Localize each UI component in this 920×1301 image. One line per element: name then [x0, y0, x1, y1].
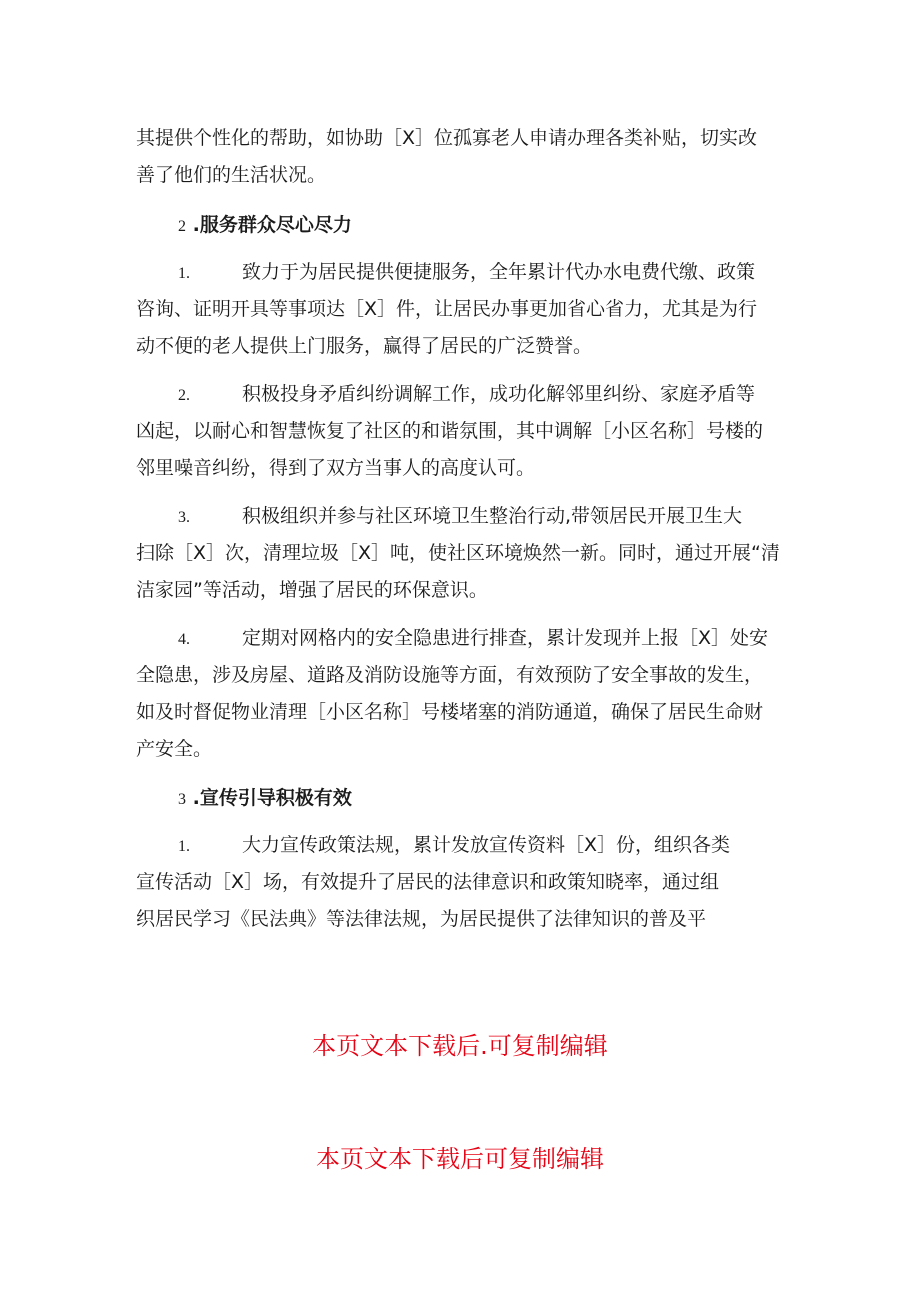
item-text: 致力于为居民提供便捷服务，全年累计代办水电费代缴、政策 — [242, 261, 756, 283]
paragraph-line: 动不便的老人提供上门服务，赢得了居民的广泛赞誉。 — [136, 335, 593, 357]
item-number: 3. — [178, 509, 190, 526]
item-text: 积极投身矛盾纠纷调解工作，成功化解邻里纠纷、家庭矛盾等 — [242, 383, 756, 405]
section-title: .宣传引导积极有效 — [186, 787, 352, 809]
list-item — [178, 382, 755, 408]
item-text: 大力宣传政策法规，累计发放宣传资料［X］份，组织各类 — [242, 834, 731, 856]
list-item — [178, 260, 755, 286]
item-text: 积极组织并参与社区环境卫生整治行动,带领居民开展卫生大 — [242, 505, 743, 527]
list-item — [178, 504, 742, 530]
section-heading — [178, 213, 352, 239]
item-number: 1. — [178, 265, 190, 282]
paragraph-line: 织居民学习《民法典》等法律法规，为居民提供了法律知识的普及平 — [136, 908, 707, 930]
paragraph-line: 如及时督促物业清理［小区名称］号楼堵塞的消防通道，确保了居民生命财 — [136, 701, 764, 723]
copy-notice: 本页文本下载后可复制编辑 — [316, 1145, 604, 1173]
paragraph-line: 邻里噪音纠纷，得到了双方当事人的高度认可。 — [136, 457, 536, 479]
item-number: 2. — [178, 387, 190, 404]
paragraph-line: 全隐患，涉及房屋、道路及消防设施等方面，有效预防了安全事故的发生， — [136, 664, 764, 686]
item-number: 1. — [178, 838, 190, 855]
paragraph-line: 洁家园”等活动，增强了居民的环保意识。 — [136, 579, 488, 601]
section-number: 3 — [178, 791, 186, 808]
list-item — [178, 626, 768, 652]
paragraph-line: 扫除［X］次，清理垃圾［X］吨，使社区环境焕然一新。同时，通过开展“清 — [136, 542, 780, 564]
paragraph-line: 其提供个性化的帮助，如协助［X］位孤寡老人申请办理各类补贴，切实改 — [136, 127, 758, 149]
paragraph-line: 宣传活动［X］场，有效提升了居民的法律意识和政策知晓率，通过组 — [136, 871, 720, 893]
paragraph-line: 善了他们的生活状况。 — [136, 164, 327, 186]
item-number: 4. — [178, 631, 190, 648]
section-heading — [178, 786, 352, 812]
section-title: .服务群众尽心尽力 — [186, 214, 352, 236]
list-item — [178, 833, 730, 859]
item-text: 定期对网格内的安全隐患进行排查，累计发现并上报［X］处安 — [242, 627, 769, 649]
copy-notice: 本页文本下载后.可复制编辑 — [312, 1032, 608, 1060]
paragraph-line: 咨询、证明开具等事项达［X］件，让居民办事更加省心省力，尤其是为行 — [136, 298, 758, 320]
paragraph-line: 凶起，以耐心和智慧恢复了社区的和谐氛围，其中调解［小区名称］号楼的 — [136, 420, 764, 442]
paragraph-line: 产安全。 — [136, 738, 213, 760]
section-number: 2 — [178, 218, 186, 235]
